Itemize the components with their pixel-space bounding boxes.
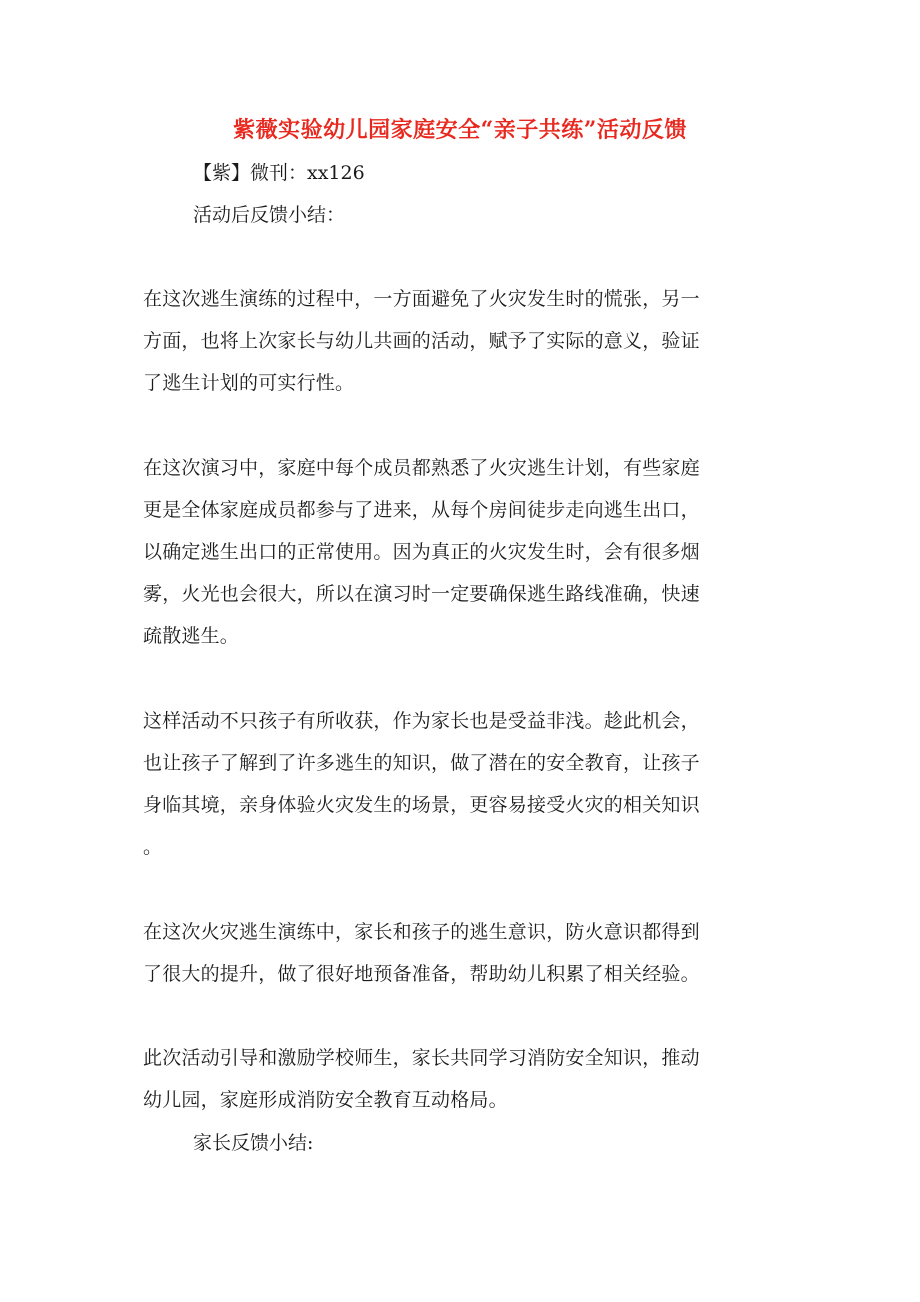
- paragraph-line: 雾，火光也会很大，所以在演习时一定要确保逃生路线准确，快速: [143, 583, 700, 605]
- paragraph-line: 在这次逃生演练的过程中，一方面避免了火灾发生时的慌张，另一: [143, 288, 700, 310]
- paragraph-line: 此次活动引导和激励学校师生，家长共同学习消防安全知识，推动: [143, 1047, 700, 1069]
- section-heading-activity-feedback: 活动后反馈小结：: [193, 204, 346, 226]
- paragraph-line: 在这次火灾逃生演练中，家长和孩子的逃生意识，防火意识都得到: [143, 921, 700, 943]
- paragraph-line: 也让孩子了解到了许多逃生的知识，做了潜在的安全教育，让孩子: [143, 752, 700, 774]
- paragraph-line: 。: [143, 836, 163, 858]
- paragraph-line: 方面，也将上次家长与幼儿共画的活动，赋予了实际的意义，验证: [143, 330, 700, 352]
- paragraph-5: [143, 1037, 783, 1121]
- paragraph-line: 了很大的提升，做了很好地预备准备，帮助幼儿积累了相关经验。: [143, 963, 700, 985]
- paragraph-1: [143, 278, 783, 404]
- paragraph-line: 疏散逃生。: [143, 625, 240, 647]
- document-title: 紫薇实验幼儿园家庭安全“亲子共练”活动反馈: [233, 117, 687, 143]
- paragraph-line: 身临其境，亲身体验火灾发生的场景，更容易接受火灾的相关知识: [143, 794, 700, 816]
- paragraph-3: [143, 700, 783, 868]
- paragraph-line: 在这次演习中，家庭中每个成员都熟悉了火灾逃生计划，有些家庭: [143, 457, 700, 479]
- section-heading-parent-feedback: 家长反馈小结:: [193, 1132, 314, 1154]
- source-line: 【紫】微刊：xx126: [193, 162, 365, 184]
- paragraph-line: 幼儿园，家庭形成消防安全教育互动格局。: [143, 1089, 508, 1111]
- paragraph-line: 了逃生计划的可实行性。: [143, 372, 355, 394]
- paragraph-4: [143, 911, 783, 995]
- paragraph-2: [143, 447, 783, 657]
- paragraph-line: 这样活动不只孩子有所收获，作为家长也是受益非浅。趁此机会，: [143, 710, 700, 732]
- paragraph-line: 以确定逃生出口的正常使用。因为真正的火灾发生时，会有很多烟: [143, 541, 700, 563]
- paragraph-line: 更是全体家庭成员都参与了进来，从每个房间徒步走向逃生出口，: [143, 499, 700, 521]
